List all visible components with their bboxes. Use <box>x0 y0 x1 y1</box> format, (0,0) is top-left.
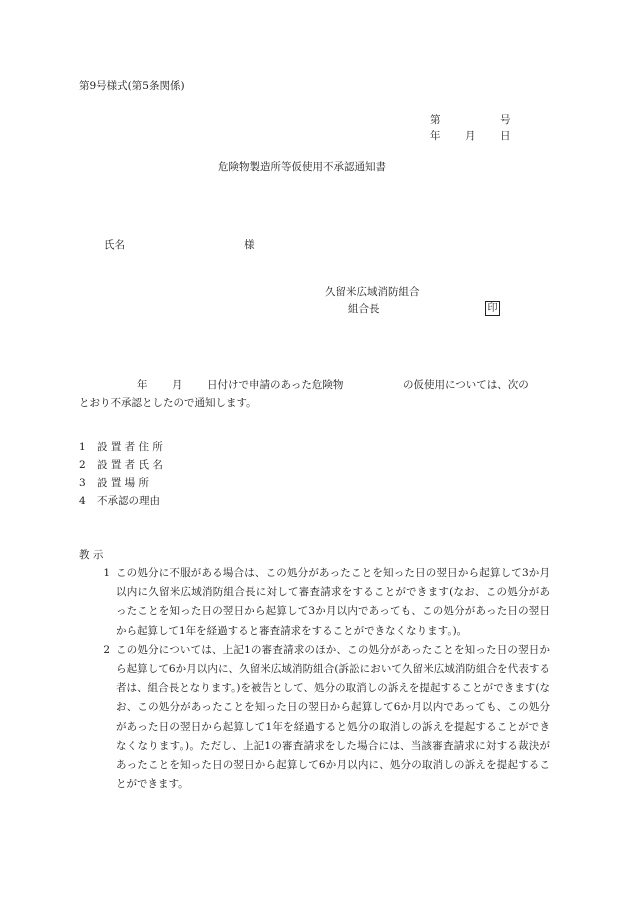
form-reference: 第9号様式(第5条関係) <box>79 80 185 92</box>
recipient-honorific: 様 <box>244 239 255 251</box>
date-year-label: 年 <box>430 130 441 142</box>
notice-text: この処分については、上記1の審査請求のほか、この処分があったことを知った日の翌日から起算して6か月以内に、久留米広域消防組合(訴訟において久留米広域消防組合を代表する者は、組合長となります。)を被告として、処分の取消しの訴えを提起することができます(なお、この処分があったことを知った日の翌日から起算して6か月以内であっても、この処分があった日の翌日から起算して1年を経過すると処分の取消しの訴えを提起することができなくなります。)。ただし、上記1の審査請求をした場合には、当該審査請求に対する裁決があったことを知った日の翌日から起算して6か月以内に、処分の取消しの訴えを提起することができます。 <box>116 643 550 791</box>
notice-text: この処分に不服がある場合は、この処分があったことを知った日の翌日から起算して3か月以内に久留米広域消防組合長に対して審査請求をすることができます(なお、この処分があったことを知った日の翌日から起算して3か月以内であっても、この処分があった日の翌日から起算して1年を経過すると審査請求をすることができなくなります。)。 <box>116 567 550 637</box>
notice-number: 1 <box>103 567 110 579</box>
date-month-label: 月 <box>465 130 476 142</box>
date-day-label: 日 <box>500 130 511 142</box>
item-label: 設 置 場 所 <box>97 477 150 489</box>
item-number: 4 <box>79 495 86 507</box>
notice-list <box>90 564 550 794</box>
notice-number: 2 <box>103 643 110 656</box>
notice-heading: 教 示 <box>79 549 104 561</box>
list-item <box>79 456 163 475</box>
item-number: 3 <box>79 477 86 489</box>
document-title: 危険物製造所等仮使用不承認通知書 <box>218 161 386 173</box>
item-label: 設 置 者 氏 名 <box>97 459 163 471</box>
item-label: 設 置 者 住 所 <box>97 441 163 453</box>
list-item <box>79 438 163 457</box>
number-label-dai: 第 <box>430 114 441 126</box>
body-text-end: の仮使用については、次の <box>403 379 529 391</box>
notice-item <box>90 641 550 795</box>
body-month-label: 月 <box>172 379 183 391</box>
notice-item <box>90 564 550 641</box>
number-label-go: 号 <box>500 114 511 126</box>
body-text-mid: 日付けで申請のあった危険物 <box>207 379 344 391</box>
seal-mark: 印 <box>485 301 500 316</box>
body-text-line2: とおり不承認としたので通知します。 <box>79 397 257 409</box>
body-year-label: 年 <box>137 379 148 391</box>
list-item <box>79 474 149 493</box>
item-number: 2 <box>79 459 86 471</box>
issuer-title: 組合長 <box>348 303 380 315</box>
item-label: 不承認の理由 <box>97 495 160 507</box>
recipient-name-label: 氏名 <box>104 239 125 251</box>
item-number: 1 <box>79 441 86 453</box>
issuer-organization: 久留米広域消防組合 <box>325 286 420 298</box>
list-item <box>79 492 160 511</box>
